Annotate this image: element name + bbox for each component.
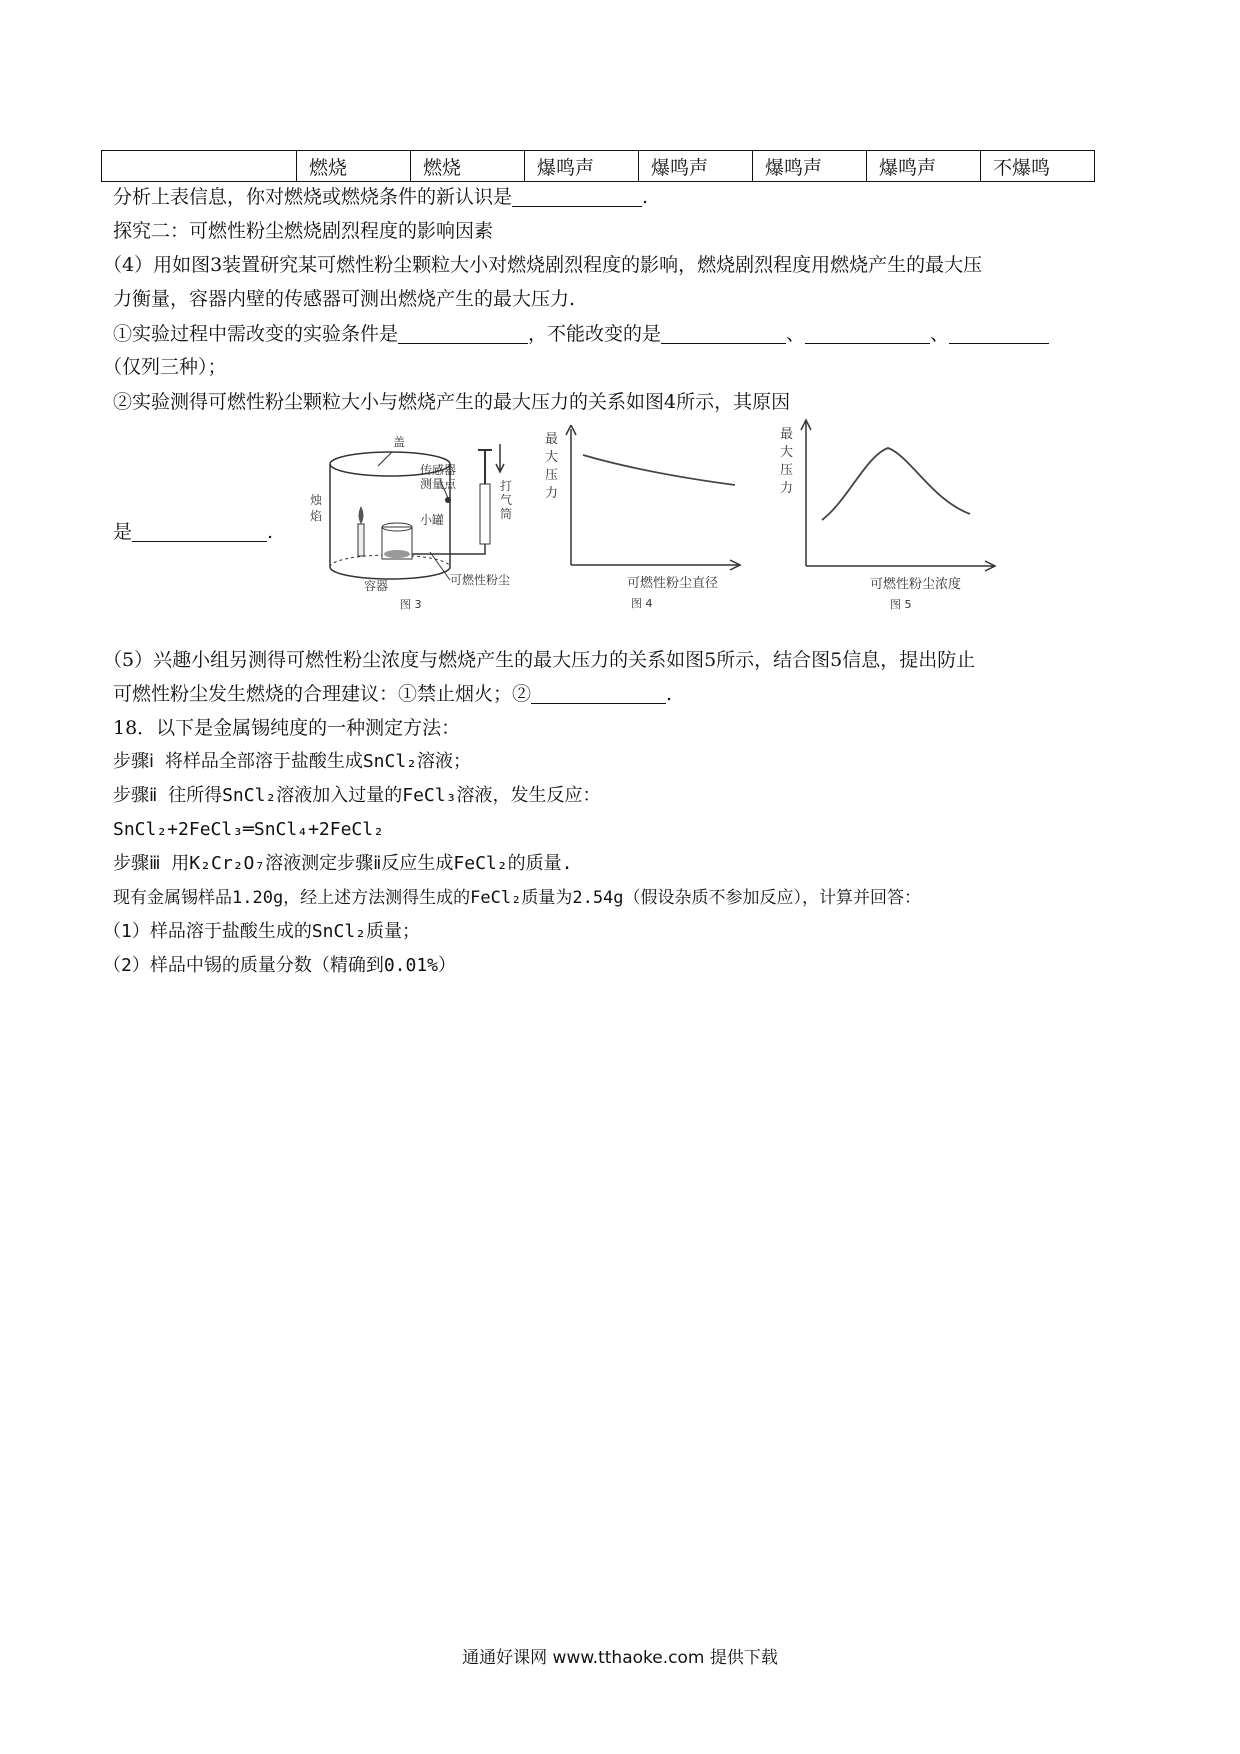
- results-table: [101, 150, 1095, 182]
- figure-3: [300, 432, 520, 616]
- label-pump-2: 气: [500, 493, 513, 507]
- figure-4: [535, 425, 745, 619]
- section-heading: 探究二：可燃性粉尘燃烧剧烈程度的影响因素: [113, 220, 494, 242]
- label-small-can: 小罐: [420, 513, 445, 527]
- x-label: 可燃性粉尘浓度: [870, 577, 962, 592]
- label-candle-1: 烛: [310, 493, 323, 507]
- answer-blank[interactable]: [398, 323, 528, 344]
- table-cell: 燃烧: [411, 151, 525, 182]
- answer-blank[interactable]: [661, 323, 786, 344]
- table-cell: 爆鸣声: [525, 151, 639, 182]
- x-label: 可燃性粉尘直径: [627, 576, 719, 591]
- q4-sub1-note: （仅列三种）；: [103, 356, 227, 378]
- table-cell: 不爆鸣: [981, 151, 1095, 182]
- curve: [583, 455, 735, 485]
- y-label-char: 最: [780, 427, 794, 442]
- q4-sub2-cont: 是 .: [113, 521, 274, 543]
- table-cell: 爆鸣声: [753, 151, 867, 182]
- q18-title: 18．以下是金属锡纯度的一种测定方法：: [113, 717, 461, 739]
- q18-step1: 步骤ⅰ 将样品全部溶于盐酸生成SnCl₂溶液；: [113, 751, 472, 772]
- figure-caption: 图 5: [890, 598, 912, 611]
- page-footer: 通通好课网 www.tthaoke.com 提供下载: [462, 1648, 778, 1668]
- q4-line2: 力衡量，容器内壁的传感器可测出燃烧产生的最大压力.: [113, 288, 576, 310]
- table-cell: 燃烧: [297, 151, 411, 182]
- label-pump-3: 筒: [500, 507, 513, 521]
- answer-blank[interactable]: [805, 323, 930, 344]
- q4-sub2: ②实验测得可燃性粉尘颗粒大小与燃烧产生的最大压力的关系如图4所示，其原因: [113, 391, 791, 413]
- q5-line2: 可燃性粉尘发生燃烧的合理建议：①禁止烟火；② .: [113, 683, 673, 705]
- q18-equation: SnCl₂+2FeCl₃═SnCl₄+2FeCl₂: [113, 819, 384, 840]
- curve: [822, 448, 970, 520]
- label-sensor: 传感器: [420, 463, 457, 477]
- y-label-char: 最: [545, 432, 559, 447]
- answer-blank[interactable]: [132, 521, 267, 542]
- figure-5: [770, 418, 1000, 622]
- y-label-char: 力: [545, 486, 559, 501]
- table-cell: 爆鸣声: [867, 151, 981, 182]
- table-cell: [102, 151, 297, 182]
- label-dust: 可燃性粉尘: [450, 573, 511, 587]
- q3-line: 分析上表信息，你对燃烧或燃烧条件的新认识是 .: [113, 186, 649, 208]
- y-label-char: 大: [545, 450, 559, 465]
- q5-line1: （5）兴趣小组另测得可燃性粉尘浓度与燃烧产生的最大压力的关系如图5所示，结合图5信息，提出防止: [103, 649, 976, 671]
- y-label-char: 力: [780, 481, 794, 496]
- table-row: [102, 151, 1095, 182]
- q18-step3: 步骤ⅲ 用K₂Cr₂O₇溶液测定步骤ⅱ反应生成FeCl₂的质量.: [113, 853, 573, 874]
- table-cell: 爆鸣声: [639, 151, 753, 182]
- label-container: 容器: [364, 579, 389, 593]
- q18-ask1: （1）样品溶于盐酸生成的SnCl₂质量；: [103, 921, 421, 942]
- label-pump-1: 打: [500, 479, 513, 493]
- q18-ask2: （2）样品中锡的质量分数（精确到0.01%）: [103, 955, 457, 976]
- y-label-char: 压: [780, 463, 794, 478]
- label-sensor-point: 测量点: [420, 477, 457, 491]
- q18-given: 现有金属锡样品1.20g，经上述方法测得生成的FeCl₂质量为2.54g（假设杂质不参加反应），计算并回答：: [113, 888, 922, 908]
- q4-line1: （4）用如图3装置研究某可燃性粉尘颗粒大小对燃烧剧烈程度的影响，燃烧剧烈程度用燃烧产生的最大压: [103, 254, 983, 276]
- y-label-char: 大: [780, 445, 794, 460]
- q4-sub1: ①实验过程中需改变的实验条件是 ，不能改变的是 、 、: [113, 321, 1049, 347]
- answer-blank[interactable]: [512, 186, 642, 207]
- answer-blank[interactable]: [949, 323, 1049, 344]
- answer-blank[interactable]: [531, 683, 666, 704]
- q18-step2: 步骤ⅱ 往所得SnCl₂溶液加入过量的FeCl₃溶液，发生反应：: [113, 785, 601, 806]
- y-label-char: 压: [545, 468, 559, 483]
- label-candle-2: 焰: [310, 509, 323, 523]
- label-lid: 盖: [393, 435, 406, 449]
- figure-caption: 图 3: [400, 598, 422, 611]
- figure-caption: 图 4: [631, 597, 653, 610]
